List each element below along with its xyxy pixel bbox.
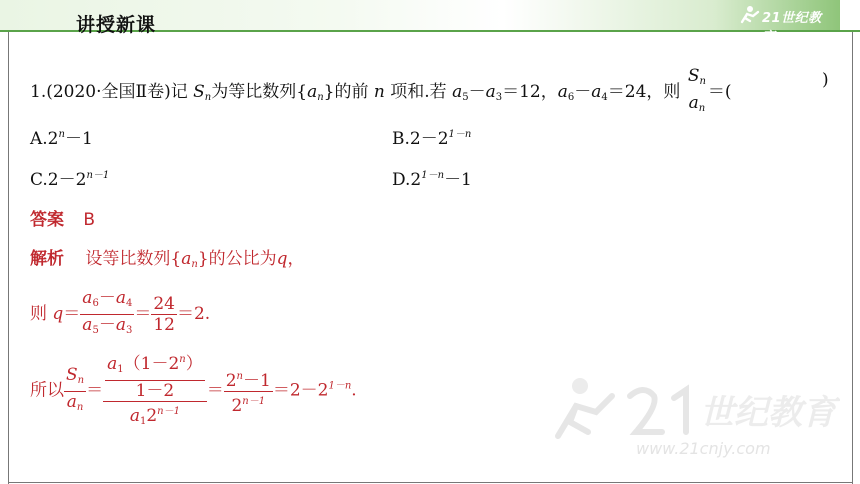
answer-label: 答案: [30, 210, 64, 230]
sn-an-fraction: $\frac{S_n}{a_n}$: [64, 365, 86, 418]
option-a: $A.2^n-1$: [30, 129, 93, 149]
option-c: $C.2-2^{n-1}$: [30, 170, 110, 190]
sn-over-an-fraction: $S_n$ $a_n$: [687, 66, 706, 114]
right-border: [852, 32, 853, 484]
analysis-line-1: 解析 设等比数列$\{a_n\}$的公比为q，: [30, 249, 305, 270]
numeric-fraction: $\frac{24}{12}$: [153, 294, 175, 335]
compound-fraction: $\frac{\frac{a_1(1-2^n)}{1-2}}{a_12^{n-1}}$: [103, 350, 207, 432]
brand-logo-text: 21世纪教育: [762, 11, 822, 45]
simplified-fraction: $\frac{2^n-1}{2^{n-1}}$: [225, 370, 271, 416]
brand-logo: [738, 4, 826, 45]
analysis-line-2: 则 q＝ $\frac{a_6-a_4}{a_5-a_3}$ ＝ $\frac{24}{12}$ ＝2.: [30, 288, 210, 341]
page-title: 讲授新课: [76, 14, 157, 36]
bottom-border: [8, 482, 853, 483]
answer-value: B: [83, 210, 96, 230]
option-d: $D.2^{1-n}-1$: [392, 170, 472, 190]
svg-text:www.21cnjy.com: www.21cnjy.com: [636, 439, 771, 458]
watermark-runner-icon: [540, 366, 840, 462]
analysis-label: 解析: [30, 249, 64, 269]
answer-blank-close: ): [822, 70, 829, 90]
header-bar: [0, 0, 860, 45]
sum-formula-fraction: $\frac{a_1(1-2^n)}{1-2}$: [107, 354, 203, 401]
svg-text:世纪教育: 世纪教育: [700, 393, 836, 433]
question-stem: 1.(2020·全国Ⅱ卷)记 $S_n$为等比数列$\{a_n\}$的前 n 项和.若 $a_5-a_3=12$，$a_6-a_4=24$，则 $S_n$ $a_n$ ＝(: [30, 66, 732, 119]
watermark: [540, 366, 840, 462]
analysis-line-3: 所以 $\frac{S_n}{a_n}$ ＝ $\frac{\frac{a_1(1-2^n)}{1-2}}{a_12^{n-1}}$ ＝ $\frac{2^n-1}{2^{n-1}}$ $=2-2^{1-n}$.: [30, 350, 357, 432]
ratio-fraction: $\frac{a_6-a_4}{a_5-a_3}$: [80, 288, 134, 341]
option-b: $B.2-2^{1-n}$: [392, 129, 472, 149]
answer-line: [30, 205, 95, 230]
left-border: [8, 32, 9, 484]
